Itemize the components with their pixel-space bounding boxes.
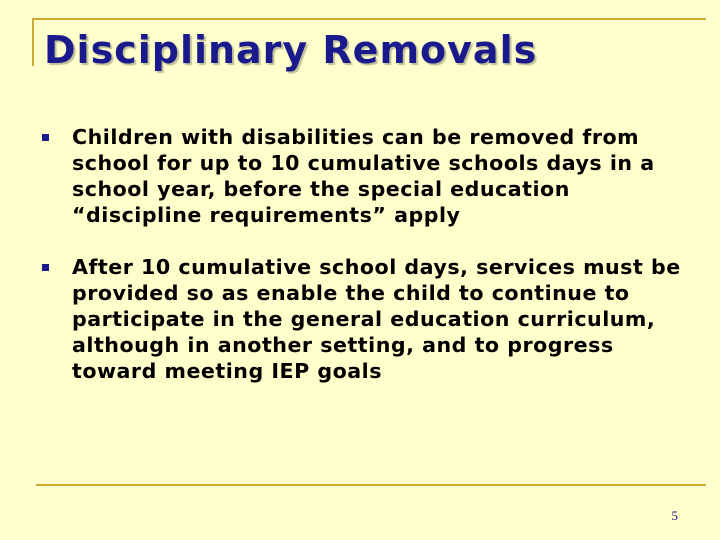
- left-rule: [32, 18, 34, 66]
- slide-number: 5: [671, 508, 678, 523]
- bullet-text: After 10 cumulative school days, services must be provided so as enable the child to continue to participate in the general education curriculum, although in another setting, and to progress toward meeting IEP goals: [72, 255, 681, 383]
- bullet-text: Children with disabilities can be removed from school for up to 10 cumulative schools days in a school year, before the special education “discipline requirements” apply: [72, 125, 655, 227]
- top-rule: [32, 18, 706, 20]
- square-bullet-icon: [42, 264, 49, 271]
- bottom-rule: [36, 484, 706, 486]
- bullet-item: [42, 124, 692, 228]
- square-bullet-icon: [42, 134, 49, 141]
- bullet-list: [42, 124, 692, 410]
- slide-title: Disciplinary Removals: [44, 28, 538, 72]
- bullet-item: [42, 254, 692, 384]
